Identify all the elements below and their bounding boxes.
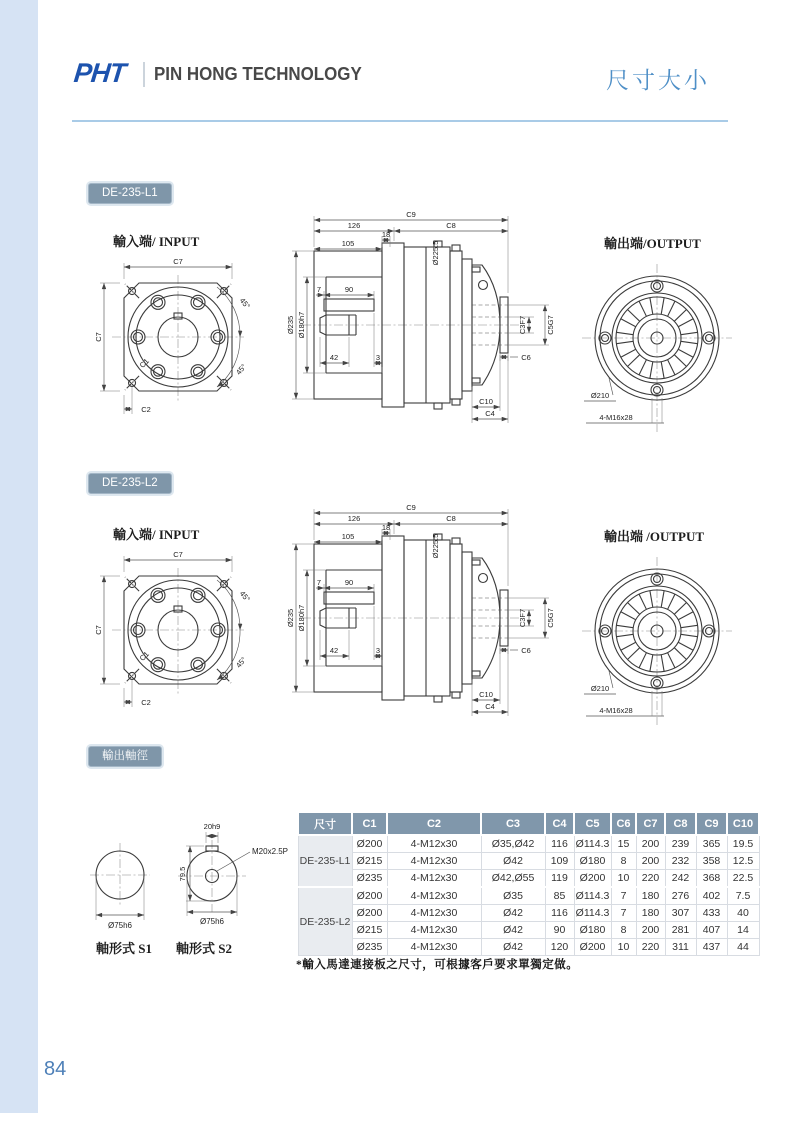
- table-cell: 365: [696, 835, 727, 853]
- table-row: [298, 922, 759, 939]
- table-cell: 4-M12x30: [387, 835, 481, 853]
- table-cell: 220: [636, 939, 665, 956]
- input-view-drawing: [90, 544, 275, 716]
- dim-label: 126: [347, 514, 361, 523]
- table-row: [298, 870, 759, 888]
- dim-label: 126: [347, 221, 361, 230]
- slot-line: [639, 360, 646, 375]
- slot-line: [661, 362, 664, 379]
- table-cell: Ø180: [574, 853, 611, 870]
- table-cell: Ø235: [352, 870, 387, 888]
- dim-label: 105: [341, 239, 355, 248]
- dim-label: Ø180h7: [297, 311, 306, 339]
- dim-label: C4: [485, 702, 495, 711]
- table-cell: 4-M12x30: [387, 939, 481, 956]
- header-rule: [72, 120, 728, 122]
- dim-label: C9: [406, 503, 416, 512]
- table-cell: 22.5: [727, 870, 759, 888]
- table-cell: Ø215: [352, 922, 387, 939]
- dimension-table: [297, 811, 760, 956]
- slot-line: [668, 301, 675, 316]
- table-cell: 7.5: [727, 887, 759, 905]
- table-cell: 242: [665, 870, 696, 888]
- table-row: [298, 939, 759, 956]
- dim-label: Ø75h6: [107, 921, 133, 930]
- table-header: C2: [387, 812, 481, 835]
- dim-label: C4: [485, 409, 495, 418]
- output-view-drawing: [572, 551, 747, 733]
- slot-line: [650, 298, 653, 315]
- table-cell: Ø200: [574, 870, 611, 888]
- table-cell: 358: [696, 853, 727, 870]
- slot-line: [650, 362, 653, 379]
- dim-label: C9: [406, 210, 416, 219]
- dim-label: C1: [137, 649, 151, 663]
- slot-line: [616, 341, 633, 343]
- dim-label: C8: [446, 514, 456, 523]
- output-view-label: 輸出端 /OUTPUT: [604, 529, 705, 544]
- table-cell: Ø42,Ø55: [481, 870, 545, 888]
- table-cell: Ø42: [481, 853, 545, 870]
- table-cell: Ø200: [574, 939, 611, 956]
- brand-logo: PHT: [72, 58, 127, 88]
- table-cell: 7: [611, 905, 636, 922]
- slot-line: [668, 594, 675, 609]
- dim-label: 45°: [237, 296, 253, 311]
- slot-line: [674, 355, 686, 367]
- table-cell: Ø42: [481, 922, 545, 939]
- dim-label: M20x2.5P: [252, 847, 289, 856]
- slot-line: [678, 349, 693, 357]
- dim-label: Ø210: [590, 391, 610, 400]
- slot-line: [661, 591, 664, 608]
- table-header: C3: [481, 812, 545, 835]
- table-cell: 116: [545, 905, 574, 922]
- dim-label: 4-M16x28: [599, 706, 633, 715]
- dim-label: C8: [446, 221, 456, 230]
- slot-line: [616, 625, 633, 627]
- table-header: C4: [545, 812, 574, 835]
- dim-label: C3F7: [518, 608, 527, 628]
- slot-line: [616, 332, 633, 334]
- table-header: C9: [696, 812, 727, 835]
- table-cell: 109: [545, 853, 574, 870]
- table-cell: 4-M12x30: [387, 870, 481, 888]
- dim-label: 3: [375, 646, 381, 655]
- corner-centerline: [125, 577, 139, 591]
- dim-label: 20h9: [203, 822, 221, 831]
- table-cell: 8: [611, 922, 636, 939]
- shaft-form-s1-label: 軸形式 S1: [96, 941, 152, 956]
- table-cell: 15: [611, 835, 636, 853]
- slot-line: [628, 310, 640, 322]
- page-number: 84: [44, 1058, 67, 1080]
- slot-line: [628, 603, 640, 615]
- slot-line: [628, 355, 640, 367]
- page-title: 尺寸大小: [606, 67, 710, 93]
- table-cell: Ø200: [352, 887, 387, 905]
- table-cell: 407: [696, 922, 727, 939]
- table-row: [298, 835, 759, 853]
- dim-label: 7: [316, 285, 322, 294]
- slot-line: [681, 341, 698, 343]
- table-cell: 220: [636, 870, 665, 888]
- table-cell: 368: [696, 870, 727, 888]
- dim-label: C6: [521, 646, 531, 655]
- table-cell: Ø114.3: [574, 905, 611, 922]
- slot-line: [639, 301, 646, 316]
- table-cell: Ø114.3: [574, 887, 611, 905]
- dim-label: 45°: [237, 589, 253, 604]
- dim-label: C5G7: [546, 315, 555, 335]
- slot-line: [650, 655, 653, 672]
- table-cell: 90: [545, 922, 574, 939]
- table-cell: 4-M12x30: [387, 853, 481, 870]
- corner-centerline: [217, 577, 231, 591]
- model-cell: DE-235-L1: [298, 835, 352, 887]
- slot-line: [621, 642, 636, 650]
- dim-label: Ø225.5: [431, 533, 440, 559]
- side-view-drawing: [286, 500, 558, 726]
- table-cell: 437: [696, 939, 727, 956]
- table-row: [298, 887, 759, 905]
- dim-label: 90: [344, 578, 354, 587]
- brand-divider: [143, 62, 145, 87]
- dim-label: 45°: [233, 655, 249, 670]
- table-cell: 44: [727, 939, 759, 956]
- table-cell: 232: [665, 853, 696, 870]
- table-header: C5: [574, 812, 611, 835]
- dim-label: C6: [521, 353, 531, 362]
- dim-label: 42: [329, 353, 339, 362]
- table-cell: 200: [636, 835, 665, 853]
- dim-label: 18: [381, 523, 391, 532]
- dim-label: C10: [479, 397, 493, 406]
- table-cell: 119: [545, 870, 574, 888]
- dim-label: 18: [381, 230, 391, 239]
- slot-line: [621, 612, 636, 620]
- slot-line: [681, 625, 698, 627]
- dim-label: 42: [329, 646, 339, 655]
- dim-label: 45°: [233, 362, 249, 377]
- section-badge-l1: DE-235-L1: [88, 183, 172, 204]
- table-cell: 239: [665, 835, 696, 853]
- table-cell: 281: [665, 922, 696, 939]
- dim-label: C5G7: [546, 608, 555, 628]
- shaft-s2-drawing: [164, 812, 314, 940]
- slot-line: [661, 298, 664, 315]
- table-cell: 180: [636, 887, 665, 905]
- corner-centerline: [217, 376, 231, 390]
- table-cell: 40: [727, 905, 759, 922]
- slot-line: [621, 349, 636, 357]
- table-cell: Ø42: [481, 905, 545, 922]
- table-cell: 7: [611, 887, 636, 905]
- dim-label: C7: [94, 625, 103, 635]
- table-cell: 200: [636, 922, 665, 939]
- dim-label: C2: [141, 698, 151, 707]
- dim-label: C7: [173, 257, 183, 266]
- shaft-form-s2-label: 軸形式 S2: [176, 941, 232, 956]
- dim-label: C1: [137, 356, 151, 370]
- table-header: 尺寸: [298, 812, 352, 835]
- slot-line: [674, 603, 686, 615]
- table-cell: Ø215: [352, 853, 387, 870]
- slot-line: [674, 648, 686, 660]
- corner-centerline: [217, 669, 231, 683]
- slot-line: [681, 332, 698, 334]
- dim-label: 79.5: [178, 866, 187, 882]
- table-cell: 14: [727, 922, 759, 939]
- dim-label: Ø210: [590, 684, 610, 693]
- slot-line: [668, 360, 675, 375]
- input-view-label: 輸入端/ INPUT: [113, 527, 200, 542]
- table-cell: 307: [665, 905, 696, 922]
- slot-line: [661, 655, 664, 672]
- dim-label: 105: [341, 532, 355, 541]
- slot-line: [650, 591, 653, 608]
- table-cell: 4-M12x30: [387, 905, 481, 922]
- dim-label: Ø235: [286, 608, 295, 628]
- table-cell: 402: [696, 887, 727, 905]
- slot-line: [668, 653, 675, 668]
- dim-label: Ø75h6: [199, 917, 225, 926]
- table-cell: Ø200: [352, 905, 387, 922]
- table-header: C1: [352, 812, 387, 835]
- dim-label: C10: [479, 690, 493, 699]
- dim-label: Ø225.5: [431, 240, 440, 266]
- table-cell: 200: [636, 853, 665, 870]
- dim-label: C7: [173, 550, 183, 559]
- output-view-label: 輸出端/OUTPUT: [604, 236, 701, 251]
- dim-label: 7: [316, 578, 322, 587]
- table-cell: Ø200: [352, 835, 387, 853]
- input-view-label: 輸入端/ INPUT: [113, 234, 200, 249]
- table-cell: 19.5: [727, 835, 759, 853]
- table-cell: 276: [665, 887, 696, 905]
- table-cell: 12.5: [727, 853, 759, 870]
- table-header: C6: [611, 812, 636, 835]
- table-header: C8: [665, 812, 696, 835]
- slot-line: [639, 653, 646, 668]
- table-cell: 10: [611, 939, 636, 956]
- assembly-l2: [0, 478, 800, 778]
- corner-centerline: [125, 284, 139, 298]
- table-cell: 4-M12x30: [387, 887, 481, 905]
- footnote: *輸入馬達連接板之尺寸，可根據客戶要求單獨定做。: [296, 959, 579, 971]
- table-cell: 85: [545, 887, 574, 905]
- table-cell: 4-M12x30: [387, 922, 481, 939]
- corner-centerline: [217, 284, 231, 298]
- slot-line: [681, 634, 698, 636]
- input-view-drawing: [90, 251, 275, 423]
- table-cell: Ø35,Ø42: [481, 835, 545, 853]
- slot-line: [639, 594, 646, 609]
- slot-line: [621, 319, 636, 327]
- model-cell: DE-235-L2: [298, 887, 352, 956]
- dim-label: 4-M16x28: [599, 413, 633, 422]
- company-name: PIN HONG TECHNOLOGY: [154, 64, 362, 84]
- slot-line: [628, 648, 640, 660]
- table-cell: 10: [611, 870, 636, 888]
- table-cell: 116: [545, 835, 574, 853]
- slot-line: [674, 310, 686, 322]
- table-cell: 433: [696, 905, 727, 922]
- section-badge-shaft: 輸出軸徑: [88, 746, 162, 767]
- slot-line: [678, 319, 693, 327]
- table-cell: 8: [611, 853, 636, 870]
- dim-label: C3F7: [518, 315, 527, 335]
- dim-label: C2: [141, 405, 151, 414]
- section-badge-l2: DE-235-L2: [88, 473, 172, 494]
- shaft-s1-drawing: [84, 833, 156, 943]
- table-cell: 180: [636, 905, 665, 922]
- table-cell: Ø235: [352, 939, 387, 956]
- table-cell: Ø42: [481, 939, 545, 956]
- slot-line: [616, 634, 633, 636]
- table-cell: Ø180: [574, 922, 611, 939]
- table-header: C7: [636, 812, 665, 835]
- dim-label: Ø180h7: [297, 604, 306, 632]
- dim-label: 90: [344, 285, 354, 294]
- dim-label: 3: [375, 353, 381, 362]
- slot-line: [678, 642, 693, 650]
- table-cell: 120: [545, 939, 574, 956]
- table-cell: 311: [665, 939, 696, 956]
- table-header: C10: [727, 812, 759, 835]
- table-cell: Ø114.3: [574, 835, 611, 853]
- table-row: [298, 905, 759, 922]
- dim-label: Ø235: [286, 315, 295, 335]
- slot-line: [678, 612, 693, 620]
- table-row: [298, 853, 759, 870]
- side-view-drawing: [286, 207, 558, 433]
- dim-label: C7: [94, 332, 103, 342]
- assembly-l1: [0, 185, 800, 485]
- table-cell: Ø35: [481, 887, 545, 905]
- output-view-drawing: [572, 258, 747, 440]
